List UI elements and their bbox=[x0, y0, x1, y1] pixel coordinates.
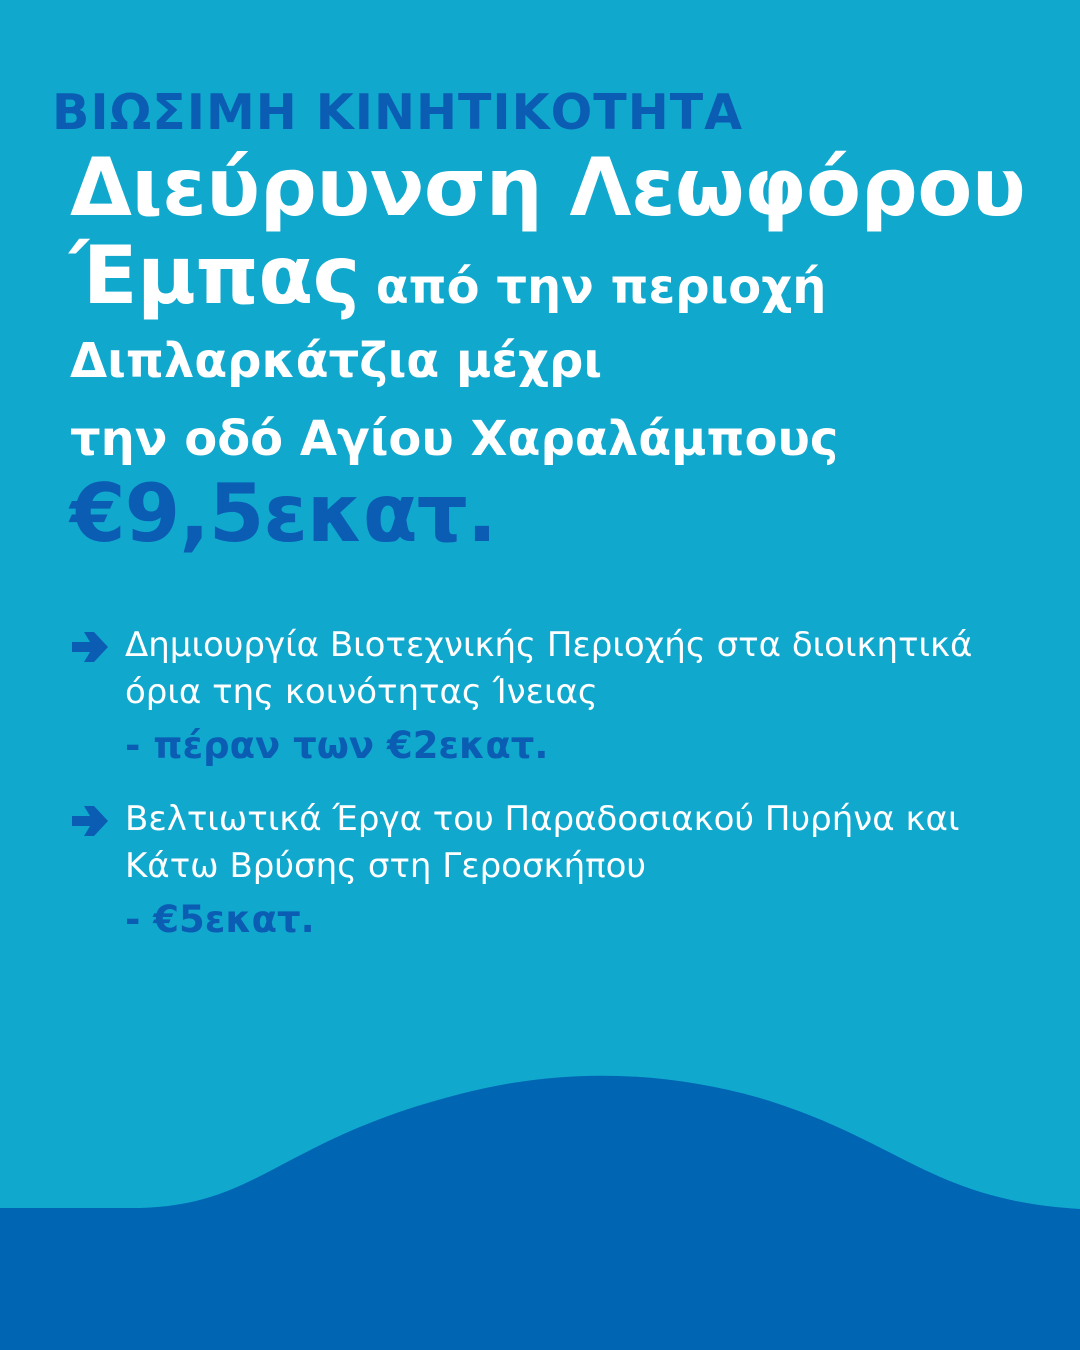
headline-line-2 bbox=[70, 229, 827, 322]
list-item-line-1: Δημιουργία Βιοτεχνικής Περιοχής στα διοικητικά bbox=[125, 625, 973, 665]
project-amount: €9,5εκατ. bbox=[70, 467, 497, 560]
headline-line-3: Διπλαρκάτζια μέχρι bbox=[70, 333, 603, 389]
arrow-right-icon bbox=[70, 804, 110, 838]
list-item-text bbox=[125, 622, 1025, 772]
headline-line-1: Διεύρυνση Λεωφόρου bbox=[70, 141, 1026, 234]
section-kicker: ΒΙΩΣΙΜΗ ΚΙΝΗΤΙΚΟΤΗΤΑ bbox=[52, 84, 744, 141]
list-item-line-2: όρια της κοινότητας Ίνειας bbox=[125, 672, 598, 712]
headline-line-2-main: Έμπας bbox=[70, 229, 360, 322]
headline-line-4: την οδό Αγίου Χαραλάμπους bbox=[70, 411, 839, 467]
list-item-line-2: Κάτω Βρύσης στη Γεροσκήπου bbox=[125, 846, 647, 886]
arrow-right-icon bbox=[70, 630, 110, 664]
headline-line-2-sub: από την περιοχή bbox=[375, 259, 827, 315]
list-item-amount: - πέραν των €2εκατ. bbox=[125, 724, 549, 767]
list-item-line-1: Βελτιωτικά Έργα του Παραδοσιακού Πυρήνα και bbox=[125, 799, 960, 839]
list-item-text bbox=[125, 796, 1025, 946]
list-item-amount: - €5εκατ. bbox=[125, 898, 315, 941]
